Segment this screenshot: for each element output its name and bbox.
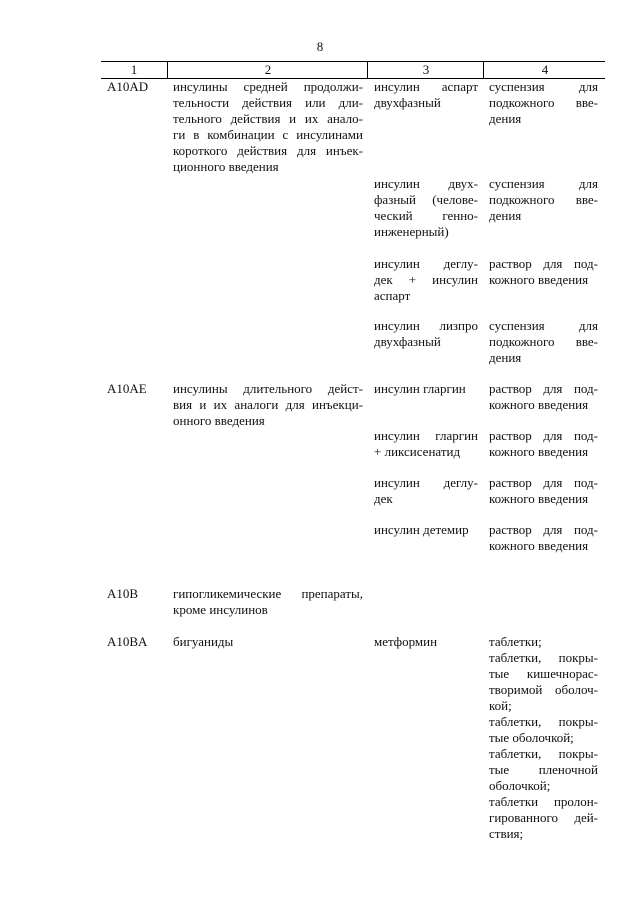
- text-line: гипогликемические препараты,: [173, 586, 363, 601]
- atc-code: A10AD: [107, 79, 149, 94]
- text-line: + ликсисенатид: [374, 444, 461, 459]
- text-line: ги в комбинации с инсулинами: [173, 127, 363, 142]
- text-line: суспензия для: [489, 318, 598, 333]
- text-line: тельного действия и их анало-: [173, 111, 363, 126]
- drug-name: [374, 176, 478, 240]
- drug-name: [374, 256, 478, 304]
- text-line: дек + инсулин: [374, 272, 478, 287]
- dosage-form: [489, 522, 598, 554]
- header-col-2: 2: [167, 62, 368, 78]
- text-line: творимой оболоч-: [489, 682, 598, 697]
- text-line: инсулин детемир: [374, 522, 469, 537]
- text-line: таблетки, покры-: [489, 650, 598, 665]
- text-line: тые кишечнорас-: [489, 666, 598, 681]
- text-line: ствия;: [489, 826, 524, 841]
- text-line: метформин: [374, 634, 438, 649]
- text-line: кожного введения: [489, 397, 589, 412]
- text-line: тельности действия или дли-: [173, 95, 363, 110]
- text-line: кожного введения: [489, 491, 589, 506]
- text-line: онного введения: [173, 413, 265, 428]
- text-line: инсулин деглу-: [374, 256, 478, 271]
- text-line: инсулин деглу-: [374, 475, 478, 490]
- atc-code: A10B: [107, 586, 139, 601]
- text-line: тые пленочной: [489, 762, 598, 777]
- text-line: инсулин гларгин: [374, 428, 478, 443]
- dosage-form: [489, 176, 598, 224]
- text-line: инсулин аспарт: [374, 79, 478, 94]
- text-line: таблетки, покры-: [489, 714, 598, 729]
- drug-name: [374, 79, 478, 111]
- drug-name: [374, 318, 478, 350]
- atc-group-name: [173, 634, 363, 650]
- text-line: дения: [489, 350, 522, 365]
- text-line: тые оболочкой;: [489, 730, 574, 745]
- text-line: подкожного вве-: [489, 95, 598, 110]
- text-line: короткого действия для инъек-: [173, 143, 363, 158]
- text-line: таблетки, покры-: [489, 746, 598, 761]
- header-col-3: 3: [367, 62, 484, 78]
- text-line: раствор для под-: [489, 475, 598, 490]
- text-line: раствор для под-: [489, 381, 598, 396]
- text-line: суспензия для: [489, 79, 598, 94]
- text-line: раствор для под-: [489, 428, 598, 443]
- dosage-form: [489, 318, 598, 366]
- text-line: инсулины длительного дейст-: [173, 381, 363, 396]
- atc-group-name: [173, 586, 363, 618]
- header-col-4: 4: [483, 62, 606, 78]
- text-line: дения: [489, 111, 522, 126]
- text-line: дения: [489, 208, 522, 223]
- drug-name: [374, 428, 478, 460]
- text-line: дек: [374, 491, 393, 506]
- atc-code: A10BA: [107, 634, 148, 649]
- text-line: кожного введения: [489, 538, 589, 553]
- atc-group-name: [173, 381, 363, 429]
- text-line: фазный (челове-: [374, 192, 478, 207]
- dosage-form: [489, 79, 598, 127]
- text-line: кой;: [489, 698, 512, 713]
- drug-name: [374, 475, 478, 507]
- dosage-form: [489, 428, 598, 460]
- text-line: подкожного вве-: [489, 192, 598, 207]
- table-header: [101, 61, 605, 79]
- dosage-form: [489, 256, 598, 288]
- text-line: инсулины средней продолжи-: [173, 79, 363, 94]
- dosage-form: [489, 381, 598, 413]
- text-line: таблетки;: [489, 634, 542, 649]
- text-line: гированного дей-: [489, 810, 598, 825]
- text-line: кожного введения: [489, 272, 589, 287]
- drug-name: [374, 381, 478, 397]
- text-line: раствор для под-: [489, 522, 598, 537]
- text-line: инсулин гларгин: [374, 381, 466, 396]
- text-line: вия и их аналоги для инъекци-: [173, 397, 363, 412]
- atc-code: A10AE: [107, 381, 147, 396]
- text-line: ционного введения: [173, 159, 279, 174]
- text-line: оболочкой;: [489, 778, 551, 793]
- text-line: инженерный): [374, 224, 449, 239]
- text-line: ческий генно-: [374, 208, 478, 223]
- text-line: раствор для под-: [489, 256, 598, 271]
- text-line: кожного введения: [489, 444, 589, 459]
- text-line: таблетки пролон-: [489, 794, 598, 809]
- atc-group-name: [173, 79, 363, 175]
- text-line: двухфазный: [374, 334, 441, 349]
- page-number: 8: [316, 39, 324, 54]
- text-line: бигуаниды: [173, 634, 234, 649]
- header-col-1: 1: [130, 62, 138, 77]
- text-line: кроме инсулинов: [173, 602, 268, 617]
- text-line: инсулин лизпро: [374, 318, 478, 333]
- drug-name: [374, 634, 478, 650]
- text-line: подкожного вве-: [489, 334, 598, 349]
- text-line: суспензия для: [489, 176, 598, 191]
- drug-name: [374, 522, 478, 538]
- text-line: аспарт: [374, 288, 411, 303]
- text-line: инсулин двух-: [374, 176, 478, 191]
- text-line: двухфазный: [374, 95, 441, 110]
- dosage-form: [489, 634, 598, 842]
- dosage-form: [489, 475, 598, 507]
